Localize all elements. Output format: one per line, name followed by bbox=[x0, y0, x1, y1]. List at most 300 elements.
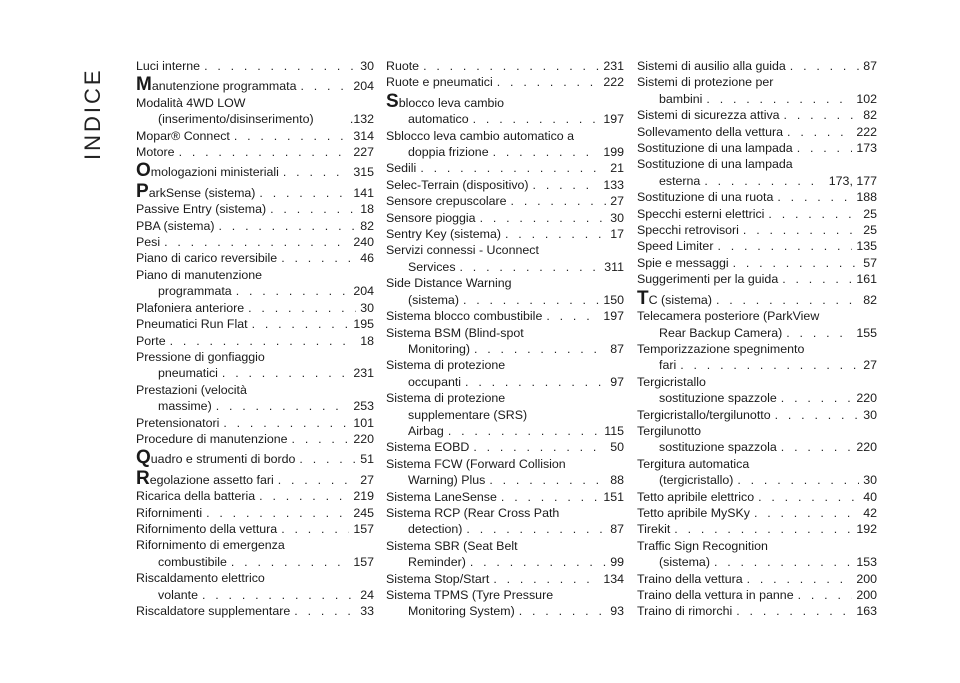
index-entry bbox=[136, 160, 374, 182]
entry-label bbox=[637, 140, 793, 156]
entry-label bbox=[386, 193, 507, 209]
entry-label bbox=[386, 58, 419, 74]
entry-heading-line: supplementare (SRS) bbox=[408, 407, 528, 422]
section-initial-letter: R bbox=[136, 467, 150, 489]
dot-leader bbox=[248, 300, 356, 316]
entry-row bbox=[637, 58, 877, 74]
entry-row bbox=[386, 521, 624, 537]
index-entry bbox=[136, 382, 374, 415]
entry-page-number: 82 bbox=[863, 292, 877, 307]
index-entry bbox=[637, 156, 877, 189]
entry-label-text: Suggerimenti per la guida bbox=[637, 272, 779, 287]
entry-label-text: Pneumatici Run Flat bbox=[136, 317, 248, 332]
entry-label-text: sostituzione spazzole bbox=[659, 391, 777, 406]
index-entry bbox=[136, 250, 374, 266]
entry-label-text: Monitoring System) bbox=[408, 604, 515, 619]
entry-row bbox=[386, 374, 624, 390]
index-entry bbox=[637, 308, 877, 341]
entry-page-number: 42 bbox=[863, 505, 877, 520]
entry-page-number: 101 bbox=[353, 415, 374, 430]
entry-page-number: 33 bbox=[360, 604, 374, 618]
index-entry bbox=[386, 128, 624, 161]
entry-label bbox=[637, 571, 743, 587]
entry-row bbox=[637, 472, 877, 488]
index-entry bbox=[136, 144, 374, 160]
index-entry bbox=[136, 349, 374, 382]
entry-label bbox=[659, 325, 782, 341]
entry-row bbox=[136, 415, 374, 431]
entry-heading-line: Prestazioni (velocità bbox=[136, 382, 247, 397]
entry-page-number: 220 bbox=[353, 431, 374, 446]
entry-row bbox=[386, 160, 624, 176]
section-initial-letter: S bbox=[386, 90, 399, 112]
entry-row bbox=[637, 271, 877, 287]
entry-page-number: 195 bbox=[353, 317, 374, 332]
entry-label-text: Traino di rimorchi bbox=[637, 604, 733, 619]
entry-heading-line: Riscaldamento elettrico bbox=[136, 571, 265, 586]
dot-leader bbox=[733, 255, 860, 271]
entry-label bbox=[637, 603, 732, 619]
entry-row bbox=[637, 222, 877, 238]
entry-label bbox=[136, 144, 175, 160]
entry-label bbox=[408, 521, 462, 537]
index-entry bbox=[136, 128, 374, 144]
dot-leader bbox=[782, 271, 852, 287]
index-entry bbox=[386, 74, 624, 90]
index-entry bbox=[386, 210, 624, 226]
entry-page-number: 30 bbox=[610, 210, 624, 225]
entry-row bbox=[637, 287, 877, 309]
index-entry bbox=[136, 316, 374, 332]
entry-label bbox=[386, 74, 493, 90]
entry-page-number: 30 bbox=[863, 407, 877, 422]
entry-row bbox=[136, 488, 374, 504]
entry-label-text: Traino della vettura in panne bbox=[637, 588, 794, 602]
entry-row bbox=[136, 365, 374, 381]
entry-page-number: 231 bbox=[603, 59, 624, 73]
entry-label bbox=[637, 107, 780, 123]
entry-row bbox=[136, 160, 374, 182]
dot-leader bbox=[758, 489, 859, 505]
entry-page-number: 199 bbox=[603, 145, 624, 160]
entry-page-number: 57 bbox=[863, 255, 877, 270]
entry-page-number: 222 bbox=[603, 75, 624, 90]
entry-row bbox=[136, 128, 374, 144]
entry-label bbox=[659, 390, 777, 406]
index-entry bbox=[386, 111, 624, 127]
entry-label bbox=[637, 189, 773, 205]
entry-row bbox=[136, 111, 374, 127]
index-entry bbox=[386, 325, 624, 358]
index-entry bbox=[136, 537, 374, 570]
entry-row bbox=[136, 58, 374, 74]
dot-leader bbox=[281, 521, 349, 537]
entry-page-number: .132 bbox=[349, 112, 374, 127]
entry-row bbox=[136, 447, 374, 469]
dot-leader bbox=[474, 341, 606, 357]
dot-leader bbox=[781, 390, 853, 406]
entry-page-number: 197 bbox=[603, 112, 624, 127]
entry-page-number: 204 bbox=[353, 79, 374, 94]
entry-heading-line: Sostituzione di una lampada bbox=[637, 157, 793, 172]
entry-heading-line: Sistema di protezione bbox=[386, 358, 506, 373]
entry-heading-line: Tergitura automatica bbox=[637, 456, 750, 471]
index-entry bbox=[637, 222, 877, 238]
entry-label-text: arkSense (sistema) bbox=[148, 185, 256, 200]
index-entry bbox=[386, 505, 624, 538]
dot-leader bbox=[781, 439, 853, 455]
index-entry bbox=[136, 603, 374, 619]
entry-page-number: 157 bbox=[353, 521, 374, 536]
entry-label-text: fari bbox=[659, 358, 677, 373]
dot-leader bbox=[222, 365, 349, 381]
entry-page-number: 30 bbox=[360, 300, 374, 315]
entry-label bbox=[408, 603, 515, 619]
entry-page-number: 27 bbox=[360, 472, 374, 487]
index-entry bbox=[136, 570, 374, 603]
entry-row bbox=[386, 308, 624, 324]
index-entry bbox=[136, 521, 374, 537]
entry-label bbox=[637, 587, 794, 603]
entry-page-number: 253 bbox=[353, 399, 374, 414]
entry-row bbox=[136, 505, 374, 521]
entry-row bbox=[637, 189, 877, 205]
entry-label bbox=[637, 238, 713, 254]
entry-heading-line: Sistema FCW (Forward Collision bbox=[386, 456, 566, 471]
index-entry bbox=[637, 538, 877, 571]
entry-row bbox=[637, 521, 877, 537]
dot-leader bbox=[281, 250, 356, 266]
entry-label-text: Tetto apribile MySKy bbox=[637, 505, 750, 520]
entry-label-text: automatico bbox=[408, 112, 469, 127]
entry-row bbox=[637, 206, 877, 222]
dot-leader bbox=[164, 234, 349, 250]
index-entry bbox=[386, 439, 624, 455]
entry-page-number: 231 bbox=[353, 366, 374, 381]
entry-label bbox=[408, 554, 466, 570]
entry-label-text: Luci interne bbox=[136, 59, 201, 73]
entry-label bbox=[408, 341, 470, 357]
entry-page-number: 188 bbox=[856, 190, 877, 205]
entry-heading-line: Side Distance Warning bbox=[386, 276, 512, 291]
entry-row bbox=[637, 173, 877, 189]
dot-leader bbox=[420, 160, 606, 176]
entry-heading-line: Piano di manutenzione bbox=[136, 267, 263, 282]
entry-heading-line: Traffic Sign Recognition bbox=[637, 538, 768, 553]
entry-row bbox=[386, 439, 624, 455]
entry-label-text: bambini bbox=[659, 91, 703, 106]
entry-label bbox=[408, 423, 444, 439]
entry-page-number: 27 bbox=[610, 194, 624, 209]
index-entry bbox=[637, 140, 877, 156]
entry-label bbox=[386, 439, 469, 455]
entry-label-text: (tergicristallo) bbox=[659, 473, 734, 488]
entry-page-number: 30 bbox=[863, 473, 877, 488]
dot-leader bbox=[448, 423, 600, 439]
entry-row bbox=[136, 603, 374, 619]
entry-label bbox=[637, 505, 750, 521]
entry-page-number: 200 bbox=[856, 571, 877, 586]
entry-label-text: Riscaldatore supplementare bbox=[136, 604, 291, 618]
entry-row bbox=[136, 467, 374, 489]
entry-label-text: Porte bbox=[136, 333, 166, 348]
entry-row bbox=[386, 226, 624, 242]
entry-label bbox=[136, 316, 248, 332]
entry-page-number: 161 bbox=[856, 272, 877, 287]
dot-leader bbox=[465, 374, 606, 390]
section-initial-letter: O bbox=[136, 160, 151, 182]
entry-label-text: Spie e messaggi bbox=[637, 255, 729, 270]
dot-leader bbox=[223, 415, 349, 431]
entry-label bbox=[637, 222, 739, 238]
entry-row bbox=[136, 144, 374, 160]
entry-page-number: 88 bbox=[610, 473, 624, 488]
entry-label-text: (sistema) bbox=[408, 292, 459, 307]
entry-label bbox=[136, 58, 200, 74]
entry-row bbox=[637, 238, 877, 254]
entry-page-number: 314 bbox=[353, 128, 374, 143]
entry-heading-line: Sistema SBR (Seat Belt bbox=[386, 538, 518, 553]
index-entry bbox=[637, 107, 877, 123]
entry-page-number: 151 bbox=[603, 489, 624, 504]
entry-label bbox=[408, 111, 469, 127]
entry-page-number: 200 bbox=[856, 588, 877, 602]
entry-page-number: 102 bbox=[856, 91, 877, 106]
entry-label bbox=[158, 365, 218, 381]
dot-leader bbox=[489, 472, 606, 488]
entry-row bbox=[637, 357, 877, 373]
entry-label bbox=[136, 521, 277, 537]
entry-heading-line: Servizi connessi - Uconnect bbox=[386, 243, 539, 258]
entry-label bbox=[136, 250, 277, 266]
entry-heading-line: Sistema TPMS (Tyre Pressure bbox=[386, 588, 554, 602]
entry-label-text: (sistema) bbox=[659, 555, 710, 570]
index-entry bbox=[637, 571, 877, 587]
entry-label bbox=[637, 489, 754, 505]
entry-label-text: Monitoring) bbox=[408, 341, 470, 356]
entry-row bbox=[386, 111, 624, 127]
entry-label-text: Sostituzione di una lampada bbox=[637, 141, 793, 156]
entry-page-number: 115 bbox=[604, 423, 624, 438]
entry-page-number: 220 bbox=[856, 391, 877, 406]
dot-leader bbox=[754, 505, 859, 521]
entry-heading-line: Tergilunotto bbox=[637, 423, 702, 438]
entry-page-number: 141 bbox=[353, 185, 374, 200]
index-entry bbox=[386, 242, 624, 275]
dot-leader bbox=[473, 111, 600, 127]
entry-page-number: 155 bbox=[856, 325, 877, 340]
entry-row bbox=[386, 193, 624, 209]
dot-leader bbox=[206, 505, 349, 521]
entry-row bbox=[637, 554, 877, 570]
entry-label bbox=[408, 259, 456, 275]
dot-leader bbox=[252, 316, 350, 332]
entry-label-text: blocco leva cambio bbox=[398, 95, 505, 110]
entry-label-text: Sedili bbox=[386, 161, 417, 176]
entry-page-number: 40 bbox=[863, 489, 877, 504]
index-entry bbox=[386, 571, 624, 587]
entry-label-text: sostituzione spazzola bbox=[659, 440, 777, 455]
entry-label bbox=[158, 283, 232, 299]
index-entry bbox=[637, 58, 877, 74]
entry-page-number: 135 bbox=[856, 239, 877, 254]
dot-leader bbox=[236, 283, 350, 299]
entry-row bbox=[386, 177, 624, 193]
entry-label bbox=[386, 160, 416, 176]
entry-label bbox=[408, 374, 461, 390]
entry-label bbox=[408, 292, 459, 308]
entry-label-text: Specchi esterni elettrici bbox=[637, 206, 765, 221]
index-title-text: INDICE bbox=[80, 67, 105, 160]
index-entry bbox=[386, 538, 624, 571]
dot-leader bbox=[714, 554, 852, 570]
index-entry bbox=[637, 423, 877, 456]
dot-leader bbox=[790, 58, 859, 74]
entry-label-text: esterna bbox=[659, 173, 701, 188]
entry-heading-line: Temporizzazione spegnimento bbox=[637, 341, 805, 356]
dot-leader bbox=[231, 554, 349, 570]
entry-label-text: volante bbox=[158, 587, 198, 602]
entry-label-text: Rifornimenti bbox=[136, 505, 203, 520]
dot-leader bbox=[786, 325, 852, 341]
entry-label-text: doppia frizione bbox=[408, 145, 489, 160]
entry-page-number: 240 bbox=[353, 235, 374, 250]
dot-leader bbox=[798, 587, 853, 603]
entry-label bbox=[408, 472, 485, 488]
dot-leader bbox=[501, 489, 599, 505]
dot-leader bbox=[278, 472, 356, 488]
entry-row bbox=[637, 505, 877, 521]
entry-page-number: 163 bbox=[856, 604, 877, 619]
entry-label bbox=[659, 472, 733, 488]
entry-heading-line: Sistema BSM (Blind-spot bbox=[386, 325, 524, 340]
entry-row bbox=[136, 250, 374, 266]
entry-label bbox=[386, 308, 542, 324]
dot-leader bbox=[423, 58, 599, 74]
entry-row bbox=[386, 341, 624, 357]
entry-page-number: 97 bbox=[610, 374, 624, 389]
dot-leader bbox=[294, 603, 356, 619]
dot-leader bbox=[204, 58, 356, 74]
entry-label bbox=[637, 287, 712, 309]
dot-leader bbox=[768, 206, 859, 222]
entry-heading-line: Sblocco leva cambio automatico a bbox=[386, 128, 575, 143]
entry-page-number: 173 bbox=[856, 141, 877, 156]
entry-row bbox=[637, 325, 877, 341]
index-entry bbox=[637, 505, 877, 521]
entry-label-text: Speed Limiter bbox=[637, 239, 714, 254]
section-initial-letter: P bbox=[136, 180, 149, 202]
index-side-title bbox=[72, 60, 112, 160]
dot-leader bbox=[505, 226, 606, 242]
dot-leader bbox=[743, 222, 859, 238]
dot-leader bbox=[259, 488, 349, 504]
entry-row bbox=[637, 603, 877, 619]
index-column-3 bbox=[637, 58, 877, 620]
entry-page-number: 87 bbox=[863, 59, 877, 73]
index-entry bbox=[637, 587, 877, 603]
entry-page-number: 99 bbox=[610, 555, 624, 570]
index-entry bbox=[136, 431, 374, 447]
entry-label-text: PBA (sistema) bbox=[136, 218, 215, 233]
entry-row bbox=[637, 571, 877, 587]
section-initial-letter: M bbox=[136, 74, 152, 96]
entry-row bbox=[637, 91, 877, 107]
dot-leader bbox=[270, 201, 356, 217]
dot-leader bbox=[179, 144, 350, 160]
index-entry bbox=[136, 488, 374, 504]
entry-page-number: 21 bbox=[610, 161, 624, 176]
entry-row bbox=[637, 124, 877, 140]
entry-label-text: Warning) Plus bbox=[408, 473, 486, 488]
entry-row bbox=[386, 74, 624, 90]
entry-page-number: 50 bbox=[610, 440, 624, 455]
entry-page-number: 311 bbox=[604, 259, 624, 274]
entry-row bbox=[136, 201, 374, 217]
entry-label-text: Motore bbox=[136, 145, 175, 160]
dot-leader bbox=[533, 177, 600, 193]
entry-label bbox=[637, 124, 783, 140]
dot-leader bbox=[466, 521, 606, 537]
entry-row bbox=[136, 398, 374, 414]
entry-label bbox=[637, 521, 670, 537]
entry-label bbox=[158, 587, 198, 603]
entry-row bbox=[637, 107, 877, 123]
entry-label-text: Mopar® Connect bbox=[136, 128, 230, 143]
dot-leader bbox=[473, 439, 606, 455]
entry-row bbox=[136, 431, 374, 447]
dot-leader bbox=[480, 210, 607, 226]
index-column-2 bbox=[386, 58, 624, 620]
entry-page-number: 173, 177 bbox=[828, 173, 877, 188]
entry-label bbox=[136, 505, 202, 521]
dot-leader bbox=[680, 357, 859, 373]
entry-page-number: 157 bbox=[353, 554, 374, 569]
index-entry bbox=[386, 587, 624, 620]
entry-page-number: 220 bbox=[856, 440, 877, 455]
dot-leader bbox=[219, 218, 357, 234]
entry-page-number: 46 bbox=[360, 251, 374, 266]
entry-label-text: Airbag bbox=[408, 423, 444, 438]
entry-row bbox=[386, 603, 624, 619]
entry-row bbox=[637, 255, 877, 271]
entry-label bbox=[136, 467, 274, 489]
entry-label-text: Ruote bbox=[386, 59, 420, 73]
entry-row bbox=[637, 390, 877, 406]
entry-label-text: Sistemi di ausilio alla guida bbox=[637, 59, 786, 73]
entry-label-text: Tetto apribile elettrico bbox=[637, 489, 755, 504]
dot-leader bbox=[299, 451, 356, 467]
dot-leader bbox=[704, 173, 824, 189]
entry-page-number: 133 bbox=[603, 177, 624, 192]
entry-row bbox=[386, 472, 624, 488]
entry-row bbox=[637, 439, 877, 455]
entry-row bbox=[386, 90, 624, 112]
dot-leader bbox=[797, 140, 853, 156]
entry-label bbox=[659, 173, 700, 189]
entry-label-text: Passive Entry (sistema) bbox=[136, 202, 267, 217]
entry-row bbox=[136, 316, 374, 332]
entry-page-number: 153 bbox=[856, 555, 877, 570]
entry-label-text: occupanti bbox=[408, 374, 462, 389]
entry-label bbox=[136, 74, 297, 96]
dot-leader bbox=[463, 292, 599, 308]
index-entry bbox=[386, 90, 624, 112]
index-entry bbox=[386, 489, 624, 505]
entry-row bbox=[136, 180, 374, 202]
entry-page-number: 245 bbox=[353, 505, 374, 520]
entry-label-text: Pesi bbox=[136, 235, 161, 250]
